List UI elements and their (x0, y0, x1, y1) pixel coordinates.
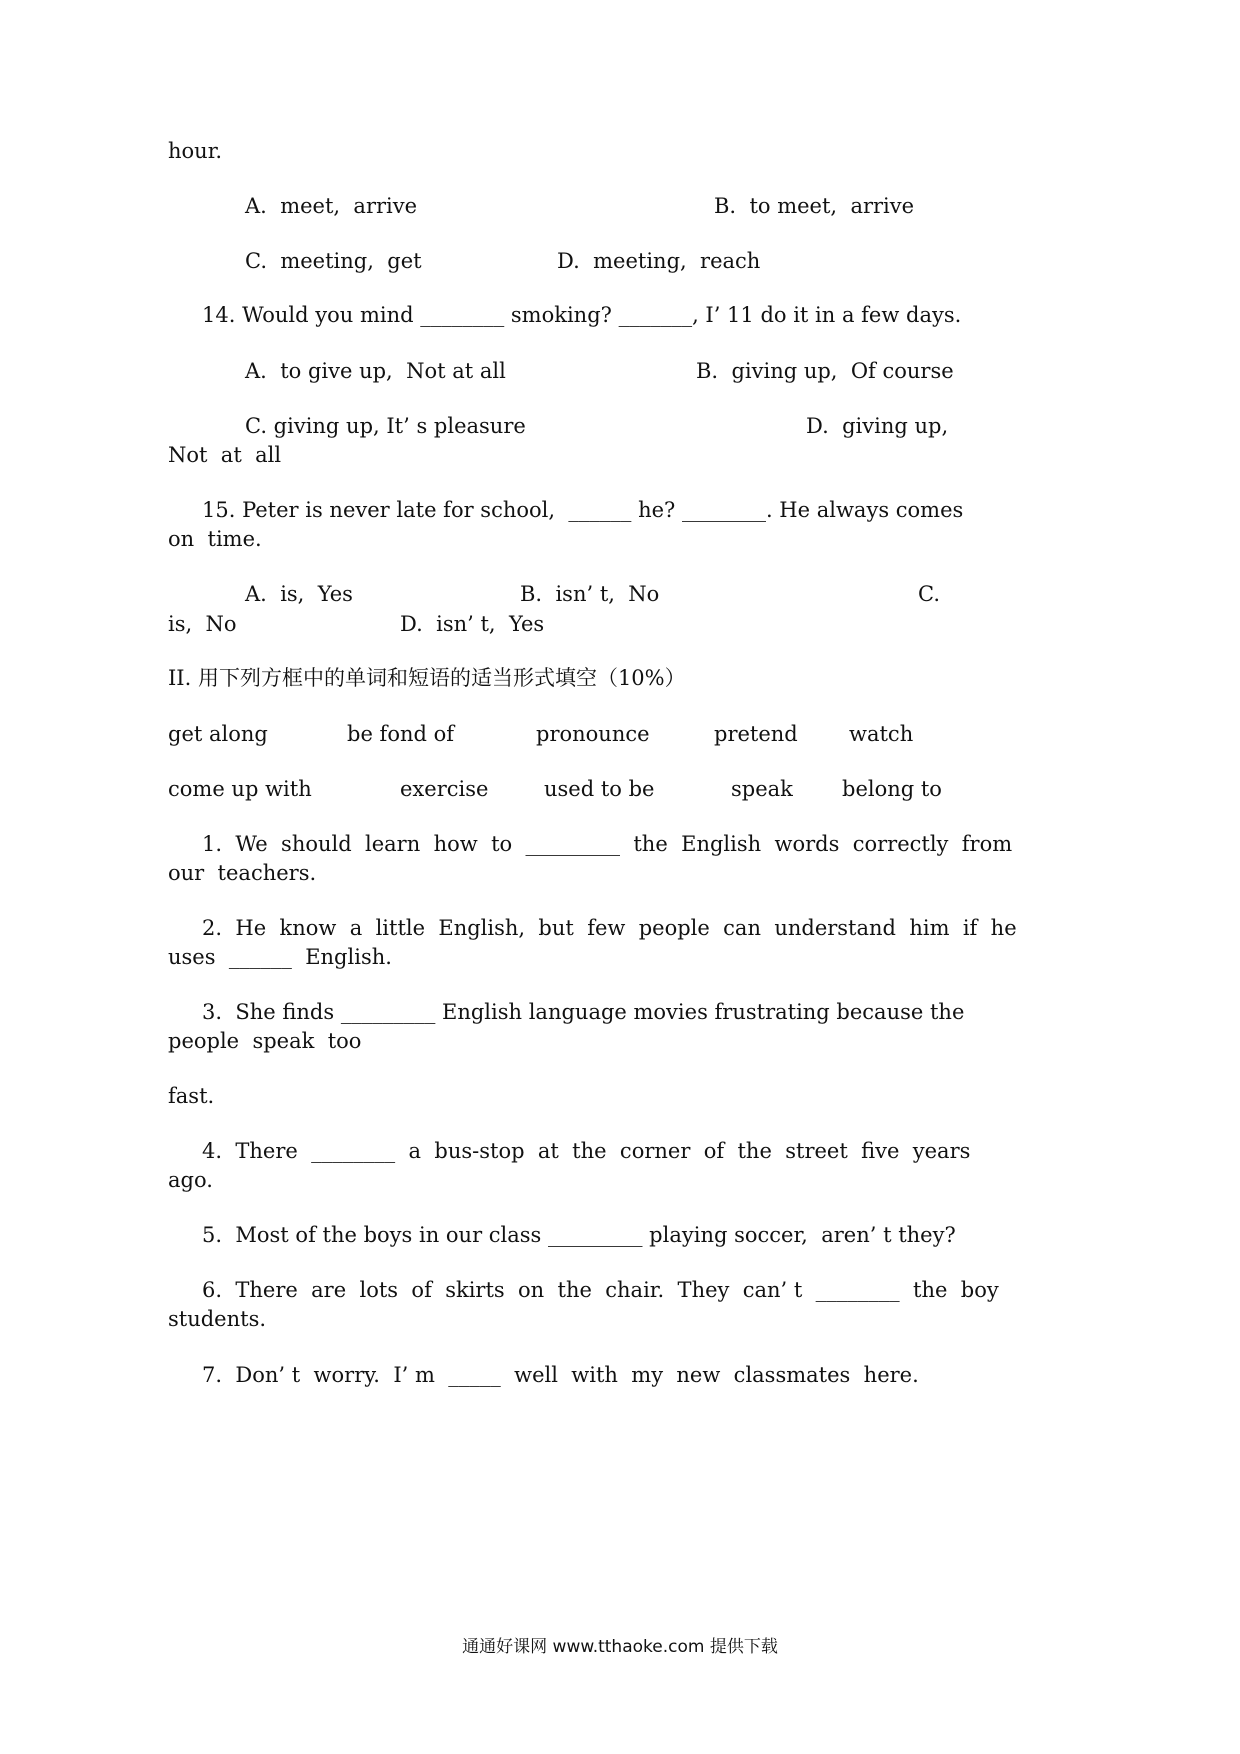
q13-option-c: C. meeting, get (245, 249, 422, 273)
word-bank-item: used to be (544, 777, 655, 801)
q13-option-b: B. to meet, arrive (714, 194, 915, 218)
q15-option-c: C. (918, 582, 940, 606)
word-bank-item: watch (849, 722, 914, 746)
word-bank-item: come up with (168, 777, 312, 801)
fill-question-2: 2. He know a little English, but few people can understand him if he (202, 916, 1017, 940)
word-bank-item: belong to (842, 777, 942, 801)
word-bank-item: speak (731, 777, 793, 801)
q14-option-b: B. giving up, Of course (696, 359, 954, 383)
q14-stem: 14. Would you mind ________ smoking? _______, I’ 11 do it in a few days. (202, 303, 962, 327)
fill-question-1: 1. We should learn how to _________ the English words correctly from (202, 832, 1013, 856)
word-bank-item: pretend (714, 722, 798, 746)
fill-question-3: 3. She finds _________ English language movies frustrating because the (202, 1000, 965, 1024)
q15-stem-line2: on time. (168, 527, 262, 551)
q15-option-d: D. isn’ t, Yes (400, 612, 545, 636)
word-bank-item: pronounce (536, 722, 650, 746)
q15-option-b: B. isn’ t, No (520, 582, 660, 606)
word-bank-item: get along (168, 722, 268, 746)
word-bank-item: be fond of (347, 722, 455, 746)
fill-question-5: 5. Most of the boys in our class _________ playing soccer, aren’ t they? (202, 1223, 956, 1247)
q14-option-a: A. to give up, Not at all (245, 359, 506, 383)
q13-option-a: A. meet, arrive (245, 194, 418, 218)
page-footer: 通通好课网 www.tthaoke.com 提供下载 (462, 1637, 778, 1657)
fill-question-6-cont: students. (168, 1307, 267, 1331)
q13-stem-tail: hour. (168, 139, 223, 163)
fill-question-4-cont: ago. (168, 1168, 213, 1192)
fill-question-1-cont: our teachers. (168, 861, 317, 885)
q13-option-d: D. meeting, reach (557, 249, 761, 273)
q15-option-a: A. is, Yes (245, 582, 353, 606)
q14-option-d: D. giving up, (806, 414, 949, 438)
q15-option-c-continued: is, No (168, 612, 237, 636)
fill-question-3-cont2: fast. (168, 1084, 215, 1108)
q14-option-c: C. giving up, It’ s pleasure (245, 414, 526, 438)
fill-question-4: 4. There ________ a bus-stop at the corner of the street five years (202, 1139, 971, 1163)
fill-question-3-cont: people speak too (168, 1029, 362, 1053)
q15-stem-line1: 15. Peter is never late for school, ______ he? ________. He always comes (202, 498, 964, 522)
q14-option-d-continued: Not at all (168, 443, 282, 467)
section-heading: II. 用下列方框中的单词和短语的适当形式填空（10%） (168, 666, 686, 690)
fill-question-7: 7. Don’ t worry. I’ m _____ well with my new classmates here. (202, 1363, 919, 1387)
fill-question-2-cont: uses ______ English. (168, 945, 392, 969)
word-bank-item: exercise (400, 777, 489, 801)
fill-question-6: 6. There are lots of skirts on the chair. They can’ t ________ the boy (202, 1278, 999, 1302)
